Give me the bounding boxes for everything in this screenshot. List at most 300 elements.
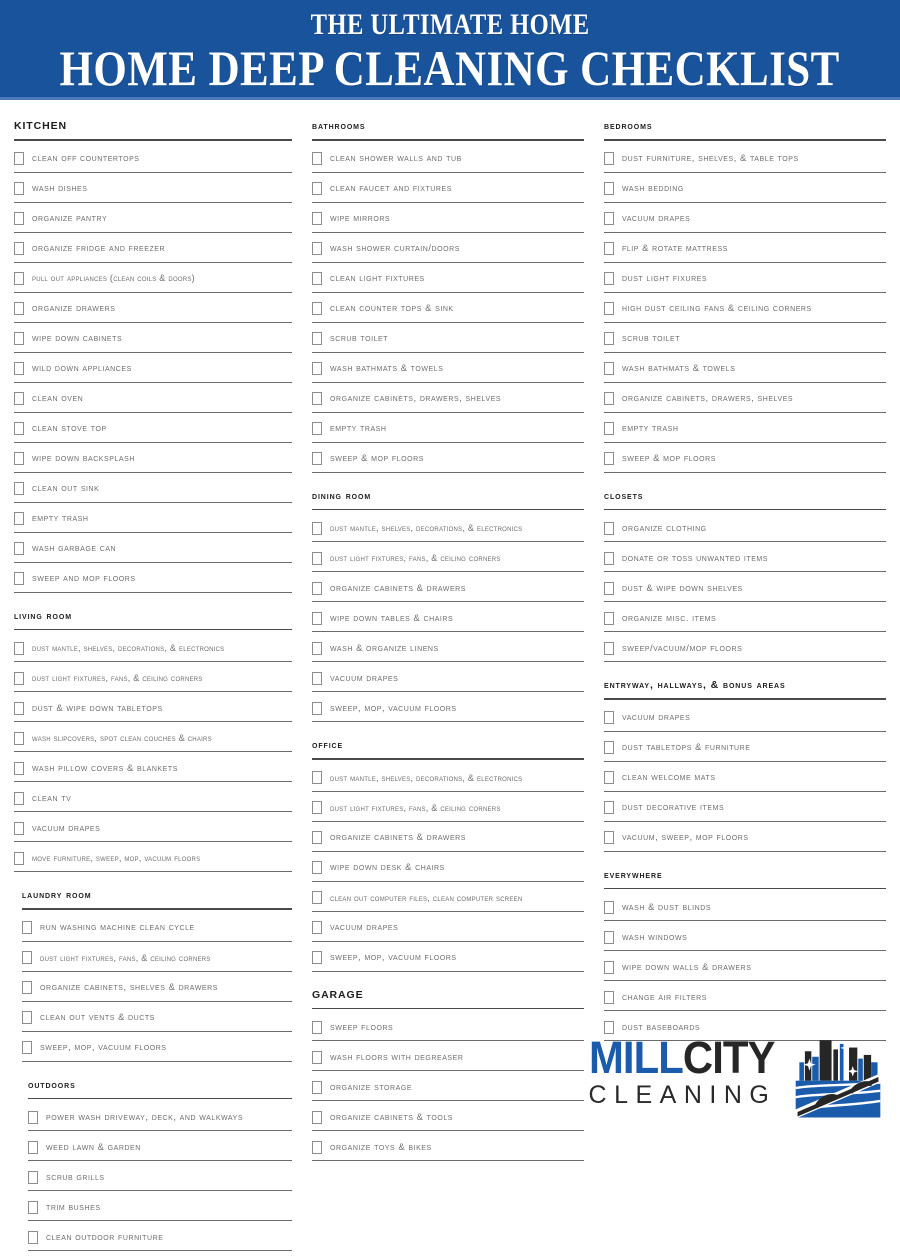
checklist-section bbox=[312, 480, 584, 723]
checklist-item-label: clean off countertops bbox=[32, 152, 140, 164]
checklist-section bbox=[604, 480, 886, 663]
checkbox-icon[interactable] bbox=[604, 642, 614, 655]
checklist-item-label: dust light fixtures, fans, & ceiling corners bbox=[32, 672, 203, 683]
checklist-item-label: wash shower curtain/doors bbox=[330, 242, 460, 254]
page-header bbox=[0, 0, 900, 100]
section-title: bathrooms bbox=[312, 120, 366, 132]
checklist-item[interactable] bbox=[14, 639, 292, 662]
checklist-item-label: vacuum drapes bbox=[622, 212, 691, 224]
checklist-item-label: dust mantle, shelves, decorations, & electronics bbox=[330, 772, 523, 783]
section-divider bbox=[14, 139, 292, 141]
checklist-item[interactable] bbox=[604, 799, 886, 822]
checklist-item-label: clean counter tops & sink bbox=[330, 302, 454, 314]
checklist-section bbox=[312, 979, 584, 1162]
checklist-item[interactable] bbox=[312, 699, 584, 722]
checkbox-icon[interactable] bbox=[28, 1171, 38, 1184]
checklist-item-label: move furniture, sweep, mop, vacuum floors bbox=[32, 852, 201, 863]
checkbox-icon[interactable] bbox=[14, 572, 24, 585]
section-title: closets bbox=[604, 489, 644, 502]
checkbox-icon[interactable] bbox=[312, 332, 322, 345]
checklist-item-label: organize storage bbox=[330, 1080, 413, 1092]
checklist-item-label: wipe down tables & chairs bbox=[330, 611, 454, 623]
checklist-item-label: organize toys & bikes bbox=[330, 1140, 432, 1152]
checklist-item-label: flip & rotate mattress bbox=[622, 242, 728, 254]
section-title: entryway, hallways, & bonus areas bbox=[604, 679, 786, 692]
checklist-item[interactable] bbox=[312, 360, 584, 383]
checklist-item-label: vacuum drapes bbox=[32, 821, 101, 833]
checkbox-icon[interactable] bbox=[312, 1081, 322, 1094]
checklist-item-label: sweep & mop floors bbox=[330, 452, 424, 464]
checklist-item[interactable] bbox=[14, 390, 292, 413]
checklist-item-label: organize cabinets & drawers bbox=[330, 831, 467, 843]
checklist-item[interactable] bbox=[604, 519, 886, 542]
checklist-item-label: organize cabinets, drawers, shelves bbox=[622, 392, 794, 404]
checklist-item-label: clean light fixtures bbox=[330, 272, 425, 284]
checklist-item[interactable] bbox=[14, 540, 292, 563]
checklist-item[interactable] bbox=[28, 1138, 292, 1161]
checklist-item[interactable] bbox=[312, 639, 584, 662]
checklist-item[interactable] bbox=[22, 949, 292, 972]
checklist-item[interactable] bbox=[14, 759, 292, 782]
checklist-item[interactable] bbox=[14, 819, 292, 842]
checkbox-icon[interactable] bbox=[312, 951, 322, 964]
checklist-item[interactable] bbox=[312, 889, 584, 912]
checklist-item-label: scrub toilet bbox=[330, 332, 389, 344]
section-title: outdoors bbox=[28, 1078, 76, 1091]
checklist-item[interactable] bbox=[14, 420, 292, 443]
checkbox-icon[interactable] bbox=[604, 931, 614, 944]
checkbox-icon[interactable] bbox=[28, 1111, 38, 1124]
checklist-item[interactable] bbox=[22, 979, 292, 1002]
checklist-item-label: organize clothing bbox=[622, 521, 707, 533]
checklist-item[interactable] bbox=[312, 450, 584, 473]
checkbox-icon[interactable] bbox=[604, 801, 614, 814]
checklist-item-label: dust mantle, shelves, decorations, & electronics bbox=[330, 522, 523, 533]
checklist-item[interactable] bbox=[604, 390, 886, 413]
checklist-item-label: organize cabinets, drawers, shelves bbox=[330, 392, 502, 404]
checkbox-icon[interactable] bbox=[312, 552, 322, 565]
checkbox-icon[interactable] bbox=[312, 1051, 322, 1064]
checkbox-icon[interactable] bbox=[14, 182, 24, 195]
checklist-item[interactable] bbox=[22, 1009, 292, 1032]
checklist-item[interactable] bbox=[604, 330, 886, 353]
checklist-item-label: wild down appliances bbox=[32, 362, 132, 374]
checklist-column-1 bbox=[14, 110, 300, 1258]
checklist-item-label: sweep & mop floors bbox=[622, 452, 716, 464]
section-divider bbox=[604, 139, 886, 141]
checkbox-icon[interactable] bbox=[312, 362, 322, 375]
checklist-item[interactable] bbox=[312, 300, 584, 323]
checkbox-icon[interactable] bbox=[14, 302, 24, 315]
checkbox-icon[interactable] bbox=[312, 522, 322, 535]
logo-main-line bbox=[588, 1032, 775, 1083]
checkbox-icon[interactable] bbox=[604, 302, 614, 315]
section-title: bedrooms bbox=[604, 120, 653, 132]
checkbox-icon[interactable] bbox=[312, 272, 322, 285]
checkbox-icon[interactable] bbox=[14, 702, 24, 715]
checklist-item[interactable] bbox=[312, 270, 584, 293]
checklist-item-label: wipe down desk & chairs bbox=[330, 861, 445, 873]
checklist-item[interactable] bbox=[312, 1108, 584, 1131]
checklist-item[interactable] bbox=[604, 240, 886, 263]
checklist-item-label: organize pantry bbox=[32, 212, 108, 224]
checklist-item[interactable] bbox=[312, 1138, 584, 1161]
checklist-item-label: clean outdoor furniture bbox=[46, 1230, 164, 1242]
checklist-item-label: dust mantle, shelves, decorations, & electronics bbox=[32, 642, 225, 653]
checkbox-icon[interactable] bbox=[604, 991, 614, 1004]
checkbox-icon[interactable] bbox=[312, 702, 322, 715]
checkbox-icon[interactable] bbox=[604, 582, 614, 595]
checklist-item-label: wash garbage can bbox=[32, 542, 117, 554]
checklist-column-2 bbox=[300, 110, 590, 1168]
checkbox-icon[interactable] bbox=[14, 672, 24, 685]
checklist-item[interactable] bbox=[14, 669, 292, 692]
checklist-item-label: organize misc. items bbox=[622, 611, 717, 623]
checkbox-icon[interactable] bbox=[14, 642, 24, 655]
checkbox-icon[interactable] bbox=[312, 612, 322, 625]
checklist-item[interactable] bbox=[312, 949, 584, 972]
checklist-item-label: sweep, mop, vacuum floors bbox=[330, 951, 457, 963]
checklist-item-label: wipe down cabinets bbox=[32, 332, 123, 344]
company-logo bbox=[584, 1031, 884, 1141]
checklist-item-label: empty trash bbox=[330, 422, 387, 434]
checklist-item-label: sweep, mop, vacuum floors bbox=[330, 701, 457, 713]
checklist-item-label: weed lawn & garden bbox=[46, 1140, 141, 1152]
checklist-item-label: scrub toilet bbox=[622, 332, 681, 344]
checklist-item-label: organize drawers bbox=[32, 302, 116, 314]
checkbox-icon[interactable] bbox=[312, 861, 322, 874]
logo-word-mill: MILL bbox=[588, 1032, 683, 1083]
checkbox-icon[interactable] bbox=[312, 152, 322, 165]
checkbox-icon[interactable] bbox=[604, 362, 614, 375]
checklist-item[interactable] bbox=[604, 150, 886, 173]
checklist-item-label: empty trash bbox=[32, 512, 89, 524]
checklist-item-label: wash dishes bbox=[32, 182, 88, 194]
checklist-item-label: dust light fixtures, fans, & ceiling corners bbox=[330, 802, 501, 813]
checkbox-icon[interactable] bbox=[14, 332, 24, 345]
checklist-item-label: power wash driveway, deck, and walkways bbox=[46, 1110, 244, 1122]
checkbox-icon[interactable] bbox=[14, 362, 24, 375]
checklist-item[interactable] bbox=[14, 300, 292, 323]
checklist-item[interactable] bbox=[604, 300, 886, 323]
checklist-section bbox=[604, 110, 886, 473]
checkbox-icon[interactable] bbox=[604, 272, 614, 285]
checklist-item[interactable] bbox=[14, 510, 292, 533]
checkbox-icon[interactable] bbox=[14, 482, 24, 495]
checklist-item[interactable] bbox=[312, 420, 584, 443]
checkbox-icon[interactable] bbox=[604, 422, 614, 435]
checklist-item-label: clean shower walls and tub bbox=[330, 152, 462, 164]
header-kicker: THE ULTIMATE HOME bbox=[310, 7, 590, 41]
checkbox-icon[interactable] bbox=[604, 831, 614, 844]
checklist-item[interactable] bbox=[14, 729, 292, 752]
checkbox-icon[interactable] bbox=[604, 152, 614, 165]
checkbox-icon[interactable] bbox=[312, 582, 322, 595]
checklist-item[interactable] bbox=[604, 549, 886, 572]
checkbox-icon[interactable] bbox=[312, 771, 322, 784]
checklist-section bbox=[604, 859, 886, 1042]
checklist-item[interactable] bbox=[14, 360, 292, 383]
checklist-item-label: organize cabinets & tools bbox=[330, 1110, 453, 1122]
checkbox-icon[interactable] bbox=[14, 822, 24, 835]
checkbox-icon[interactable] bbox=[14, 242, 24, 255]
checklist-item-label: vacuum drapes bbox=[330, 921, 399, 933]
section-divider bbox=[28, 1098, 292, 1100]
logo-wordmark bbox=[589, 1031, 788, 1112]
checklist-item[interactable] bbox=[604, 988, 886, 1011]
checkbox-icon[interactable] bbox=[14, 512, 24, 525]
checkbox-icon[interactable] bbox=[312, 672, 322, 685]
checkbox-icon[interactable] bbox=[312, 1021, 322, 1034]
checkbox-icon[interactable] bbox=[604, 741, 614, 754]
checklist-item[interactable] bbox=[14, 450, 292, 473]
checkbox-icon[interactable] bbox=[14, 212, 24, 225]
checklist-item[interactable] bbox=[312, 519, 584, 542]
checklist-item-label: wash windows bbox=[622, 930, 688, 942]
checklist-item[interactable] bbox=[28, 1198, 292, 1221]
checklist-item-label: wash bedding bbox=[622, 182, 684, 194]
checkbox-icon[interactable] bbox=[604, 392, 614, 405]
checkbox-icon[interactable] bbox=[604, 901, 614, 914]
checklist-item-label: dust & wipe down shelves bbox=[622, 581, 743, 593]
checkbox-icon[interactable] bbox=[22, 921, 32, 934]
section-title: living room bbox=[14, 609, 72, 622]
section-title: everywhere bbox=[604, 868, 663, 881]
checklist-item[interactable] bbox=[14, 210, 292, 233]
checklist-item[interactable] bbox=[14, 270, 292, 293]
checkbox-icon[interactable] bbox=[22, 951, 32, 964]
checklist-item-label: wipe down walls & drawers bbox=[622, 960, 752, 972]
checkbox-icon[interactable] bbox=[604, 771, 614, 784]
checkbox-icon[interactable] bbox=[604, 242, 614, 255]
checklist-item-label: sweep and mop floors bbox=[32, 572, 136, 584]
checklist-item-label: run washing machine clean cycle bbox=[40, 921, 195, 933]
checklist-item-label: dust baseboards bbox=[622, 1020, 701, 1032]
checklist-item-label: vacuum, sweep, mop floors bbox=[622, 831, 749, 843]
checkbox-icon[interactable] bbox=[312, 212, 322, 225]
checklist-item-label: wipe mirrors bbox=[330, 212, 391, 224]
checklist-item[interactable] bbox=[604, 609, 886, 632]
checklist-item-label: wash floors with degreaser bbox=[330, 1050, 464, 1062]
section-divider bbox=[312, 1008, 584, 1010]
checkbox-icon[interactable] bbox=[28, 1141, 38, 1154]
checkbox-icon[interactable] bbox=[312, 1111, 322, 1124]
checkbox-icon[interactable] bbox=[14, 792, 24, 805]
checklist-item-label: clean welcome mats bbox=[622, 771, 716, 783]
checklist-item[interactable] bbox=[604, 829, 886, 852]
checklist-item[interactable] bbox=[604, 180, 886, 203]
checklist-item[interactable] bbox=[312, 210, 584, 233]
checkbox-icon[interactable] bbox=[14, 852, 24, 865]
section-divider bbox=[604, 698, 886, 700]
checkbox-icon[interactable] bbox=[312, 302, 322, 315]
checklist-item[interactable] bbox=[28, 1168, 292, 1191]
section-title: laundry room bbox=[22, 889, 92, 902]
page-title: HOME DEEP CLEANING CHECKLIST bbox=[59, 39, 841, 96]
checklist-item-label: scrub grills bbox=[46, 1170, 105, 1182]
checkbox-icon[interactable] bbox=[14, 422, 24, 435]
checklist-item-label: clean faucet and fixtures bbox=[330, 182, 452, 194]
checklist-item[interactable] bbox=[14, 699, 292, 722]
section-title: GARAGE bbox=[312, 988, 364, 1001]
checklist-item-label: change air filters bbox=[622, 990, 707, 1002]
checklist-item[interactable] bbox=[604, 769, 886, 792]
checklist-item-label: clean tv bbox=[32, 791, 72, 803]
checklist-item[interactable] bbox=[604, 450, 886, 473]
checklist-item[interactable] bbox=[604, 579, 886, 602]
checklist-section bbox=[312, 729, 584, 972]
checkbox-icon[interactable] bbox=[312, 452, 322, 465]
checklist-item[interactable] bbox=[604, 928, 886, 951]
checklist-item[interactable] bbox=[312, 799, 584, 822]
checklist-item-label: pull out appliances (clean coils & doors) bbox=[32, 273, 195, 284]
checklist-item[interactable] bbox=[604, 709, 886, 732]
checkbox-icon[interactable] bbox=[604, 452, 614, 465]
checklist-item-label: vacuum drapes bbox=[622, 711, 691, 723]
checkbox-icon[interactable] bbox=[604, 961, 614, 974]
checkbox-icon[interactable] bbox=[312, 921, 322, 934]
checkbox-icon[interactable] bbox=[604, 711, 614, 724]
checkbox-icon[interactable] bbox=[312, 392, 322, 405]
checkbox-icon[interactable] bbox=[14, 152, 24, 165]
checkbox-icon[interactable] bbox=[312, 831, 322, 844]
checkbox-icon[interactable] bbox=[604, 332, 614, 345]
checklist-item-label: dust decorative items bbox=[622, 801, 725, 813]
checklist-item-label: wash bathmats & towels bbox=[622, 362, 736, 374]
section-divider bbox=[604, 509, 886, 511]
checklist-item-label: dust tabletops & furniture bbox=[622, 741, 751, 753]
checkbox-icon[interactable] bbox=[14, 272, 24, 285]
checklist-item[interactable] bbox=[312, 1018, 584, 1041]
checkbox-icon[interactable] bbox=[604, 522, 614, 535]
checklist-item[interactable] bbox=[312, 579, 584, 602]
section-divider bbox=[604, 888, 886, 890]
checklist-item[interactable] bbox=[14, 150, 292, 173]
checkbox-icon[interactable] bbox=[604, 182, 614, 195]
checklist-item[interactable] bbox=[604, 639, 886, 662]
checkbox-icon[interactable] bbox=[312, 891, 322, 904]
checkbox-icon[interactable] bbox=[312, 422, 322, 435]
checklist-item[interactable] bbox=[604, 898, 886, 921]
checkbox-icon[interactable] bbox=[22, 1011, 32, 1024]
checklist-item[interactable] bbox=[28, 1228, 292, 1251]
checkbox-icon[interactable] bbox=[604, 212, 614, 225]
checklist-item[interactable] bbox=[604, 360, 886, 383]
checklist-item-label: wash bathmats & towels bbox=[330, 362, 444, 374]
checkbox-icon[interactable] bbox=[312, 1141, 322, 1154]
checkbox-icon[interactable] bbox=[312, 642, 322, 655]
checklist-item[interactable] bbox=[14, 849, 292, 872]
checklist-item[interactable] bbox=[312, 609, 584, 632]
checkbox-icon[interactable] bbox=[312, 801, 322, 814]
checklist-item-label: dust furniture, shelves, & table tops bbox=[622, 152, 799, 164]
checklist-item[interactable] bbox=[312, 1048, 584, 1071]
checklist-item[interactable] bbox=[14, 180, 292, 203]
checkbox-icon[interactable] bbox=[22, 1041, 32, 1054]
checklist-item[interactable] bbox=[312, 829, 584, 852]
checklist-item-label: organize cabinets & drawers bbox=[330, 581, 467, 593]
checklist-item-label: dust & wipe down tabletops bbox=[32, 701, 163, 713]
checklist-item[interactable] bbox=[312, 919, 584, 942]
checklist-item-label: dust light fixures bbox=[622, 272, 708, 284]
checklist-item[interactable] bbox=[22, 919, 292, 942]
checklist-item-label: clean out computer files, clean computer screen bbox=[330, 892, 523, 903]
checkbox-icon[interactable] bbox=[14, 762, 24, 775]
checklist-item-label: empty trash bbox=[622, 422, 679, 434]
checklist-item[interactable] bbox=[28, 1108, 292, 1131]
checklist-item[interactable] bbox=[14, 240, 292, 263]
checklist-item[interactable] bbox=[312, 549, 584, 572]
checklist-item-label: donate or toss unwanted items bbox=[622, 551, 769, 563]
checklist-item[interactable] bbox=[312, 1078, 584, 1101]
checklist-item-label: vacuum drapes bbox=[330, 671, 399, 683]
logo-word-city: CITY bbox=[682, 1032, 775, 1083]
checkbox-icon[interactable] bbox=[28, 1201, 38, 1214]
logo-word-cleaning: CLEANING bbox=[588, 1081, 777, 1110]
checkbox-icon[interactable] bbox=[604, 612, 614, 625]
checklist-item[interactable] bbox=[312, 769, 584, 792]
checklist-item-label: wipe down backsplash bbox=[32, 452, 135, 464]
section-divider bbox=[22, 908, 292, 910]
checklist-item[interactable] bbox=[604, 210, 886, 233]
checklist-item[interactable] bbox=[604, 958, 886, 981]
checklist-section bbox=[312, 110, 584, 473]
checklist-item-label: clean out vents & ducts bbox=[40, 1011, 155, 1023]
section-divider bbox=[14, 629, 292, 631]
checklist-item[interactable] bbox=[604, 270, 886, 293]
checklist-sheet bbox=[0, 100, 900, 1242]
checkbox-icon[interactable] bbox=[28, 1231, 38, 1244]
checkbox-icon[interactable] bbox=[14, 392, 24, 405]
checklist-section bbox=[14, 110, 292, 593]
checklist-item[interactable] bbox=[14, 330, 292, 353]
checklist-item[interactable] bbox=[604, 420, 886, 443]
checkbox-icon[interactable] bbox=[312, 242, 322, 255]
checklist-item-label: sweep, mop, vacuum floors bbox=[40, 1041, 167, 1053]
checkbox-icon[interactable] bbox=[14, 452, 24, 465]
checklist-item[interactable] bbox=[312, 330, 584, 353]
checklist-item-label: wash & organize linens bbox=[330, 641, 439, 653]
checklist-item[interactable] bbox=[14, 789, 292, 812]
section-title: KITCHEN bbox=[14, 120, 67, 132]
checklist-item[interactable] bbox=[312, 390, 584, 413]
checklist-item[interactable] bbox=[14, 570, 292, 593]
checklist-section bbox=[14, 879, 292, 1062]
checkbox-icon[interactable] bbox=[14, 732, 24, 745]
checklist-item[interactable] bbox=[22, 1039, 292, 1062]
checklist-section bbox=[14, 1069, 292, 1252]
checklist-item[interactable] bbox=[14, 480, 292, 503]
checklist-item-label: sweep/vacuum/mop floors bbox=[622, 641, 743, 653]
checklist-section bbox=[14, 600, 292, 873]
checklist-item[interactable] bbox=[312, 859, 584, 882]
checklist-section bbox=[604, 669, 886, 852]
section-divider bbox=[312, 758, 584, 760]
checkbox-icon[interactable] bbox=[22, 981, 32, 994]
checkbox-icon[interactable] bbox=[312, 182, 322, 195]
checklist-item[interactable] bbox=[312, 150, 584, 173]
checklist-item[interactable] bbox=[312, 669, 584, 692]
checklist-item[interactable] bbox=[604, 739, 886, 762]
checklist-item-label: organize fridge and freezer bbox=[32, 242, 166, 254]
checkbox-icon[interactable] bbox=[14, 542, 24, 555]
checklist-item-label: organize cabinets, shelves & drawers bbox=[40, 981, 218, 993]
checklist-item[interactable] bbox=[312, 180, 584, 203]
section-title: office bbox=[312, 739, 344, 752]
checklist-item[interactable] bbox=[312, 240, 584, 263]
checkbox-icon[interactable] bbox=[604, 552, 614, 565]
checklist-item-label: high dust ceiling fans & ceiling corners bbox=[622, 302, 812, 314]
